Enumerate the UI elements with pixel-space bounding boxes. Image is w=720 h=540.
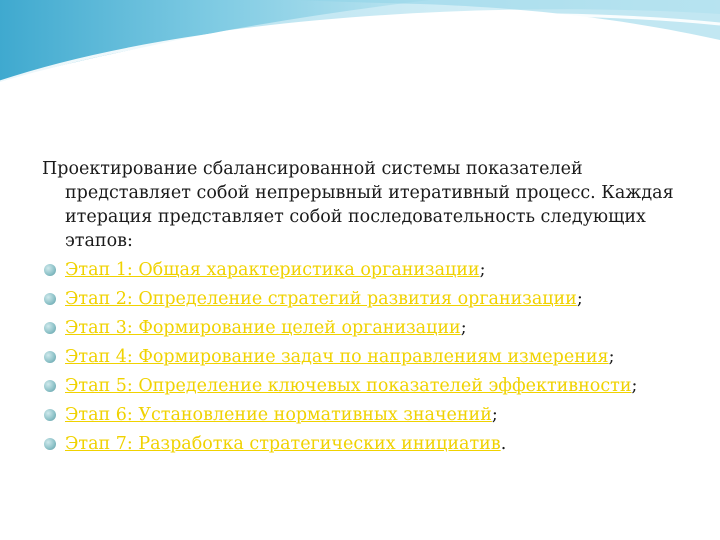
step-link[interactable]: Этап 4: Формирование задач по направлениям измерения [65, 347, 609, 367]
bullet-icon [44, 380, 56, 392]
step-punctuation: ; [608, 347, 615, 367]
step-link[interactable]: Этап 6: Установление нормативных значений [65, 405, 492, 425]
bullet-icon [44, 409, 56, 421]
list-item [42, 287, 682, 311]
step-punctuation: ; [460, 318, 467, 338]
bullet-icon [44, 438, 56, 450]
bullet-icon [44, 264, 56, 276]
steps-list [42, 258, 682, 456]
step-punctuation: ; [491, 405, 498, 425]
slide-body [42, 157, 682, 456]
step-punctuation: . [500, 434, 507, 454]
list-item [42, 403, 682, 427]
list-item [42, 432, 682, 456]
list-item [42, 316, 682, 340]
bullet-icon [44, 351, 56, 363]
list-item [42, 258, 682, 282]
bullet-icon [44, 322, 56, 334]
step-link[interactable]: Этап 1: Общая характеристика организации [65, 260, 480, 280]
bullet-icon [44, 293, 56, 305]
header-swoosh-decoration [0, 0, 720, 120]
step-link[interactable]: Этап 5: Определение ключевых показателей эффективности [65, 376, 632, 396]
step-punctuation: ; [576, 289, 583, 309]
step-punctuation: ; [479, 260, 486, 280]
step-link[interactable]: Этап 3: Формирование целей организации [65, 318, 461, 338]
list-item [42, 345, 682, 369]
list-item [42, 374, 682, 398]
step-punctuation: ; [631, 376, 638, 396]
step-link[interactable]: Этап 2: Определение стратегий развития организации [65, 289, 577, 309]
intro-paragraph: Проектирование сбалансированной системы показателей представляет собой непрерывный итеративный процесс. Каждая итерация представляет собой последовательность следующих этапов: [42, 159, 674, 251]
step-link[interactable]: Этап 7: Разработка стратегических инициатив [65, 434, 501, 454]
